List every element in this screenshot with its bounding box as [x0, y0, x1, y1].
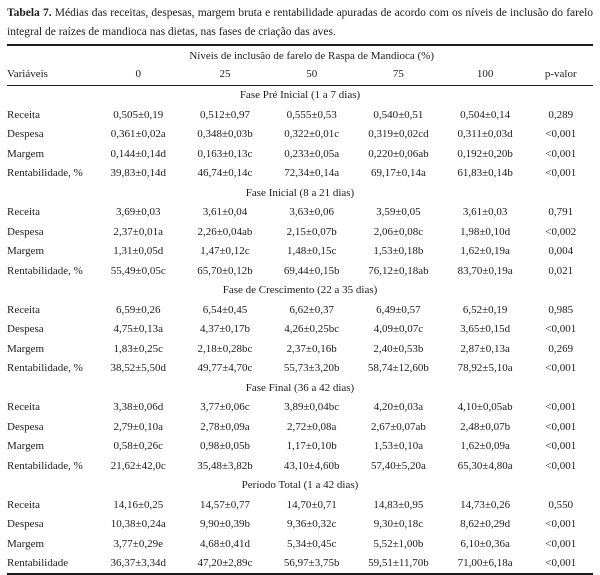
value-cell: 9,36±0,32c [286, 518, 337, 530]
value-cell: 2,40±0,53b [373, 342, 424, 355]
value-cell: 55,49±0,05c [110, 264, 166, 277]
table-row [7, 359, 593, 379]
column-header-0: 0 [95, 64, 182, 85]
table-row [7, 105, 593, 125]
value-cell: 0,233±0,05a [284, 147, 340, 160]
value-cell: 6,59±0,26 [115, 303, 161, 316]
value-cell: 1,17±0,10b [286, 440, 337, 452]
column-header-50: 50 [268, 64, 355, 85]
value-cell: 2,37±0,01a [113, 225, 163, 238]
value-cell: 36,37±3,34d [110, 557, 167, 569]
row-label: Rentabilidade, % [7, 459, 83, 472]
value-cell: 1,83±0,25c [113, 342, 163, 355]
row-label: Despesa [7, 420, 44, 433]
table-row [7, 417, 593, 437]
value-cell: 1,98±0,10d [460, 225, 511, 238]
table-row [7, 144, 593, 164]
value-cell: 2,26±0,04ab [197, 225, 253, 238]
value-cell: 39,83±0,14d [110, 167, 167, 179]
value-cell: 1,62±0,09a [460, 440, 510, 452]
column-header-100: 100 [442, 64, 529, 85]
value-cell: 78,92±5,10a [457, 362, 513, 374]
value-cell: 2,18±0,28bc [197, 342, 253, 355]
value-cell: 1,48±0,15c [286, 245, 337, 257]
value-cell: 49,77±4,70c [197, 362, 253, 374]
value-cell: 56,97±3,75b [283, 557, 340, 569]
value-cell: 6,52±0,19 [462, 303, 508, 316]
value-cell: <0,001 [545, 147, 577, 160]
value-cell: <0,001 [545, 518, 577, 530]
value-cell: 0,555±0,53 [286, 108, 337, 121]
table-row [7, 203, 593, 223]
value-cell: 4,10±0,05ab [457, 401, 513, 413]
value-cell: 55,73±3,20b [283, 362, 340, 374]
value-cell: 1,31±0,05d [113, 245, 164, 257]
value-cell: 0,322±0,01c [284, 128, 340, 140]
section-header: Período Total (1 a 42 dias) [241, 479, 359, 491]
value-cell: 57,40±5,20a [370, 459, 426, 472]
row-label: Despesa [7, 225, 44, 238]
value-cell: 0,550 [548, 498, 574, 511]
value-cell: 0,512±0,97 [199, 108, 250, 121]
table-row [7, 222, 593, 242]
value-cell: <0,001 [545, 362, 577, 374]
value-cell: 0,319±0,02cd [368, 128, 429, 140]
value-cell: 6,62±0,37 [289, 303, 334, 316]
value-cell: 38,52±5,50d [110, 362, 167, 374]
value-cell: 0,505±0,19 [113, 108, 164, 121]
value-cell: 2,79±0,10a [113, 420, 163, 433]
value-cell: 3,77±0,06c [200, 401, 250, 413]
section-header: Fase de Crescimento (22 a 35 dias) [222, 284, 378, 296]
table-row [7, 300, 593, 320]
section-header-row [7, 85, 593, 105]
row-label: Margem [7, 342, 45, 355]
value-cell: 1,62±0,19a [460, 245, 510, 257]
value-cell: 65,70±0,12b [197, 264, 253, 277]
table-row [7, 534, 593, 554]
table-body [7, 85, 593, 574]
value-cell: <0,001 [545, 323, 577, 335]
value-cell: <0,001 [545, 401, 577, 413]
value-cell: 0,504±0,14 [460, 108, 511, 121]
value-cell: 2,37±0,16b [286, 342, 337, 355]
value-cell: <0,001 [545, 459, 577, 472]
row-label: Margem [7, 245, 45, 257]
value-cell: 4,26±0,25bc [284, 323, 340, 335]
table-row [7, 456, 593, 476]
value-cell: 4,09±0,07c [373, 323, 424, 335]
results-table [7, 44, 593, 575]
value-cell: 1,53±0,10a [373, 440, 424, 452]
value-cell: <0,001 [545, 420, 577, 433]
row-label: Rentabilidade, % [7, 167, 83, 179]
value-cell: 2,67±0,07ab [370, 420, 426, 433]
value-cell: <0,001 [545, 440, 577, 452]
column-header-25: 25 [182, 64, 269, 85]
value-cell: 35,48±3,82b [197, 459, 253, 472]
group-header-spacer-left [7, 45, 95, 64]
table-row [7, 261, 593, 281]
value-cell: 65,30±4,80a [457, 459, 513, 472]
column-header-row [7, 64, 593, 85]
value-cell: 0,791 [548, 206, 574, 218]
value-cell: 3,61±0,03 [462, 206, 508, 218]
value-cell: 3,59±0,05 [376, 206, 421, 218]
value-cell: 4,75±0,13a [113, 323, 163, 335]
section-header-row [7, 378, 593, 398]
value-cell: 0,361±0,02a [110, 128, 166, 140]
value-cell: <0,001 [545, 167, 577, 179]
row-label: Despesa [7, 323, 44, 335]
group-header: Níveis de inclusão de farelo de Raspa de Mandioca (%) [189, 50, 435, 62]
section-header: Fase Final (36 a 42 dias) [245, 381, 355, 394]
table-row [7, 437, 593, 457]
value-cell: <0,001 [545, 557, 577, 569]
value-cell: 0,348±0,03b [197, 128, 253, 140]
value-cell: 9,30±0,18c [373, 518, 424, 530]
value-cell: 14,16±0,25 [113, 498, 164, 511]
value-cell: 2,87±0,13a [460, 342, 510, 355]
row-label: Receita [7, 108, 40, 121]
value-cell: 4,20±0,03a [373, 401, 424, 413]
value-cell: 5,52±1,00b [373, 537, 424, 550]
column-header-75: 75 [355, 64, 442, 85]
value-cell: 47,20±2,89c [197, 557, 253, 569]
value-cell: 3,61±0,04 [202, 206, 248, 218]
value-cell: 21,62±42,0c [110, 459, 166, 472]
section-header: Fase Inicial (8 a 21 dias) [245, 186, 355, 199]
table-caption-number: Tabela 7. [7, 7, 52, 19]
table-row [7, 320, 593, 340]
row-label: Receita [7, 401, 40, 413]
row-label: Despesa [7, 128, 44, 140]
value-cell: 0,220±0,06ab [368, 147, 429, 160]
value-cell: 0,311±0,03d [457, 128, 513, 140]
value-cell: 3,65±0,15d [460, 323, 511, 335]
value-cell: <0,001 [545, 537, 577, 550]
value-cell: 14,70±0,71 [286, 498, 337, 511]
value-cell: 3,38±0,06d [113, 401, 164, 413]
value-cell: 2,15±0,07b [286, 225, 337, 238]
row-label: Margem [7, 147, 45, 160]
value-cell: 58,74±12,60b [367, 362, 429, 374]
table-row [7, 398, 593, 418]
value-cell: 0,985 [548, 303, 574, 316]
value-cell: 0,269 [548, 342, 574, 355]
value-cell: 8,62±0,29d [460, 518, 511, 530]
value-cell: 0,98±0,05b [199, 440, 250, 452]
value-cell: 2,06±0,08c [373, 225, 424, 238]
table-row [7, 554, 593, 575]
value-cell: 46,74±0,14c [197, 167, 253, 179]
value-cell: 83,70±0,19a [457, 264, 513, 277]
value-cell: 0,540±0,51 [373, 108, 424, 121]
group-header-row [7, 45, 593, 64]
column-header-variaveis: Variáveis [7, 64, 95, 85]
value-cell: 2,48±0,07b [460, 420, 511, 433]
row-label: Receita [7, 303, 40, 316]
section-header-row [7, 183, 593, 203]
value-cell: 9,90±0,39b [199, 518, 250, 530]
value-cell: 4,68±0,41d [199, 537, 250, 550]
value-cell: 6,54±0,45 [202, 303, 248, 316]
group-header-spacer-right [528, 45, 593, 64]
value-cell: 69,44±0,15b [283, 264, 340, 277]
value-cell: 4,37±0,17b [199, 323, 250, 335]
value-cell: 59,51±11,70b [368, 557, 429, 569]
value-cell: <0,002 [545, 225, 577, 238]
row-label: Rentabilidade, % [7, 264, 83, 277]
value-cell: 3,63±0,06 [289, 206, 334, 218]
row-label: Margem [7, 537, 45, 550]
value-cell: 10,38±0,24a [110, 518, 166, 530]
row-label: Despesa [7, 518, 44, 530]
value-cell: 71,00±6,18a [457, 557, 513, 569]
value-cell: 1,47±0,12c [200, 245, 250, 257]
value-cell: 61,83±0,14b [457, 167, 513, 179]
section-header-row [7, 476, 593, 496]
value-cell: 5,34±0,45c [286, 537, 337, 550]
row-label: Margem [7, 440, 45, 452]
value-cell: 1,53±0,18b [373, 245, 424, 257]
value-cell: 3,77±0,29e [113, 537, 163, 550]
value-cell: 2,72±0,08a [286, 420, 337, 433]
value-cell: 14,83±0,95 [373, 498, 424, 511]
value-cell: 2,78±0,09a [200, 420, 250, 433]
value-cell: 0,289 [548, 108, 574, 121]
row-label: Receita [7, 498, 40, 511]
table-row [7, 125, 593, 145]
section-header-row [7, 281, 593, 301]
value-cell: 72,34±0,14a [284, 167, 340, 179]
table-caption [7, 4, 593, 42]
table-row [7, 242, 593, 262]
value-cell: 6,10±0,36a [460, 537, 510, 550]
value-cell: 14,57±0,77 [199, 498, 250, 511]
column-header-pvalor: p-valor [528, 64, 593, 85]
value-cell: 3,69±0,03 [115, 206, 161, 218]
value-cell: 43,10±4,60b [283, 459, 340, 472]
value-cell: 14,73±0,26 [460, 498, 511, 511]
table-caption-text: Médias das receitas, despesas, margem bruta e rentabilidade apuradas de acordo com os níveis de inclusão do farelo integral de raízes de mandioca nas dietas, nas fases de criação das aves. [7, 7, 594, 38]
row-label: Rentabilidade [7, 557, 69, 569]
value-cell: 0,004 [548, 245, 574, 257]
table-row [7, 495, 593, 515]
value-cell: 0,163±0,13c [197, 147, 253, 160]
section-header: Fase Pré Inicial (1 a 7 dias) [239, 89, 361, 101]
table-row [7, 515, 593, 535]
value-cell: 0,144±0,14d [110, 147, 167, 160]
value-cell: 0,58±0,26c [113, 440, 163, 452]
value-cell: <0,001 [545, 128, 577, 140]
value-cell: 76,12±0,18ab [368, 264, 429, 277]
table-row [7, 164, 593, 184]
row-label: Rentabilidade, % [7, 362, 83, 374]
table-row [7, 339, 593, 359]
value-cell: 6,49±0,57 [376, 303, 421, 316]
value-cell: 69,17±0,14a [370, 167, 426, 179]
value-cell: 0,192±0,20b [457, 147, 513, 160]
value-cell: 3,89±0,04bc [284, 401, 340, 413]
value-cell: 0,021 [548, 264, 574, 277]
row-label: Receita [7, 206, 40, 218]
